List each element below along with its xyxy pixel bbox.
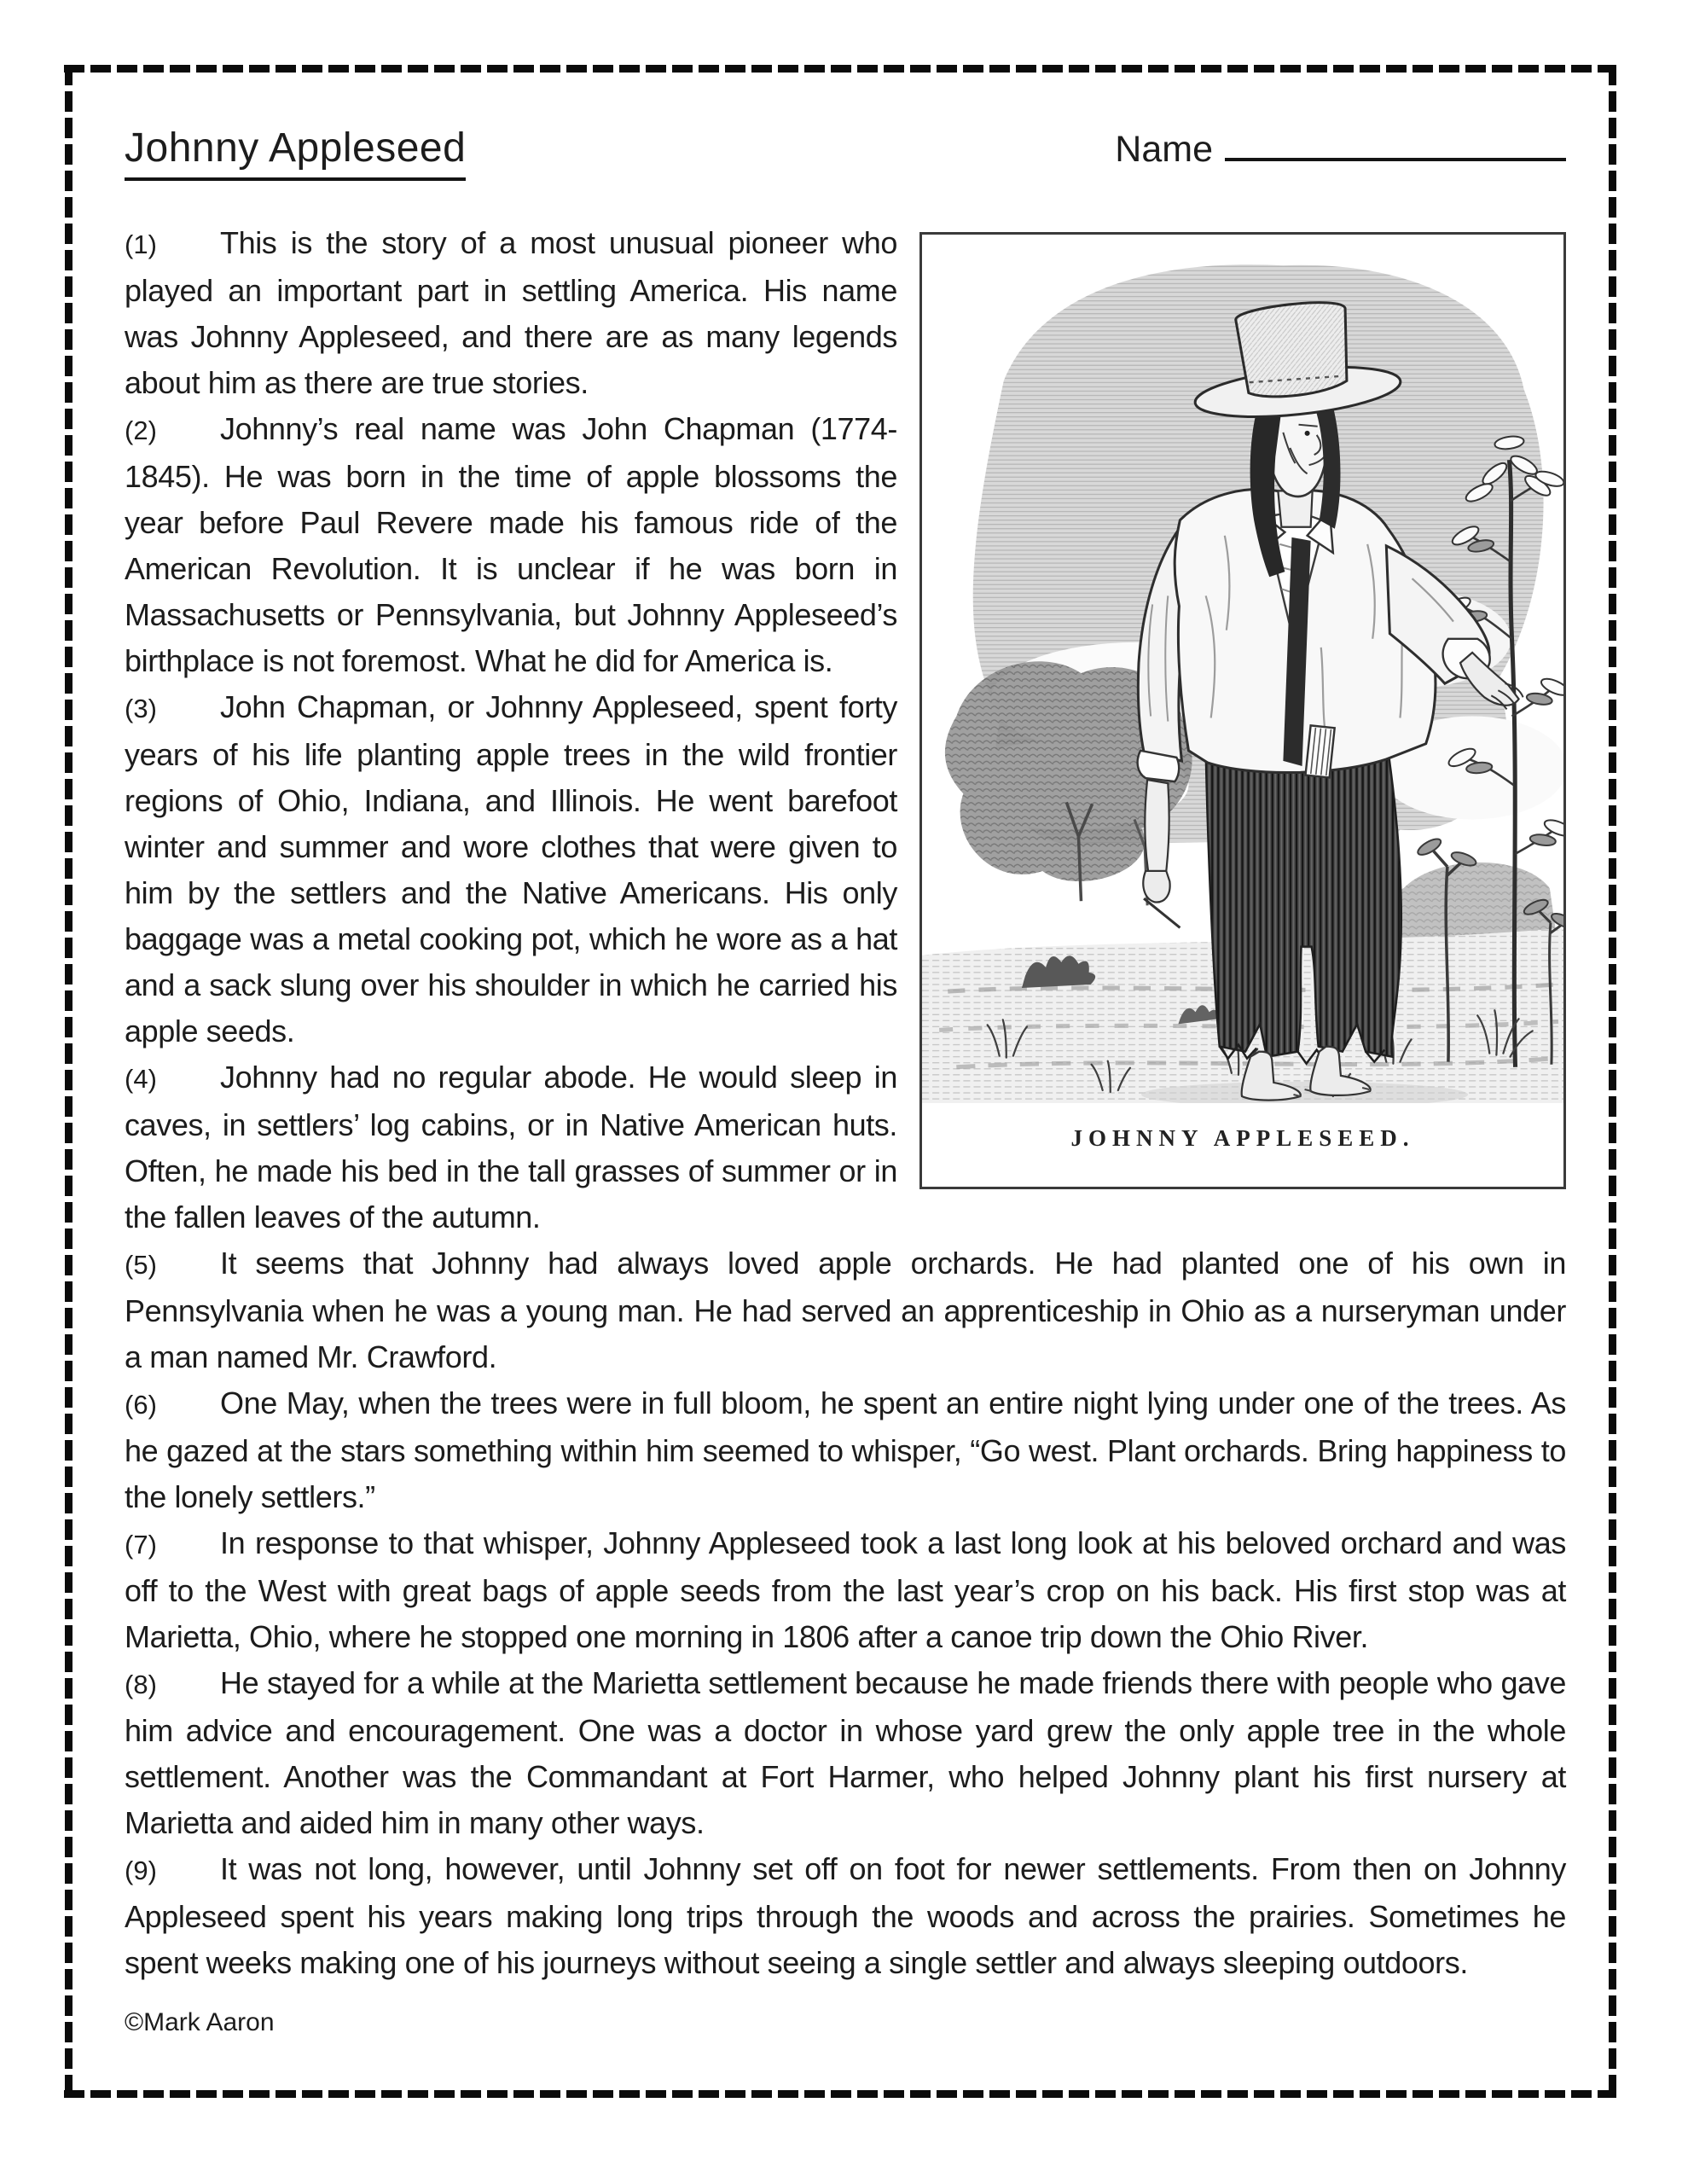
name-field xyxy=(1115,129,1566,171)
paragraph-9 xyxy=(125,1846,1566,1986)
paragraph-text: He stayed for a while at the Marietta settlement because he made friends there with people who gave him advice and encouragement. One was a doctor in whose yard grew the only apple tree in the whole settlement. Another was the Commandant at Fort Harmer, who helped Johnny plant his first nursery at Marietta and aided him in many other ways. xyxy=(125,1665,1566,1840)
engraving-illustration xyxy=(922,235,1563,1103)
decorative-border-right xyxy=(1609,65,1616,2098)
paragraph-text: One May, when the trees were in full bloom, he spent an entire night lying under one of the trees. As he gazed at the stars something within him seemed to whisper, “Go west. Plant orchards. Bring happiness to the lonely settlers.” xyxy=(125,1385,1566,1514)
page-content xyxy=(125,125,1566,2046)
paragraph-6 xyxy=(125,1380,1566,1520)
paragraph-text: Johnny’s real name was John Chapman (1774-1845). He was born in the time of apple blossoms the year before Paul Revere made his famous ride of the American Revolution. It is unclear if he was born in Massachusetts or Pennsylvania, but Johnny Appleseed’s birthplace is not foremost. What he did for America is. xyxy=(125,411,897,678)
paragraph-text: It seems that Johnny had always loved apple orchards. He had planted one of his own in Pennsylvania when he was a young man. He had served an apprenticeship in Ohio as a nurseryman under a man named Mr. Crawford. xyxy=(125,1246,1566,1374)
paragraph-text: John Chapman, or Johnny Appleseed, spent forty years of his life planting apple trees in the wild frontier regions of Ohio, Indiana, and Illinois. He went barefoot winter and summer and wore clothes that were given to him by the settlers and the Native Americans. His only baggage was a metal cooking pot, which he wore as a hat and a sack slung over his shoulder in which he carried his apple seeds. xyxy=(125,689,897,1048)
johnny-appleseed-figure xyxy=(919,232,1566,1189)
footer-credit: ©Mark Aaron xyxy=(125,2008,275,2036)
paragraph-5 xyxy=(125,1240,1566,1380)
reading-passage xyxy=(125,220,1566,2046)
decorative-border-top xyxy=(64,65,1616,73)
paragraph-8 xyxy=(125,1660,1566,1846)
paragraph-number: (2) xyxy=(125,415,157,445)
paragraph-text: Johnny had no regular abode. He would sleep in caves, in settlers’ log cabins, or in Native American huts. Often, he made his bed in the tall grasses of summer or in the fallen leaves of the autumn. xyxy=(125,1060,897,1234)
paragraph-text: In response to that whisper, Johnny Appleseed took a last long look at his beloved orchard and was off to the West with great bags of apple seeds from the last year’s crop on his back. His first stop was at Marietta, Ohio, where he stopped one morning in 1806 after a canoe trip down the Ohio River. xyxy=(125,1525,1566,1654)
paragraph-number: (7) xyxy=(125,1530,157,1560)
paragraph-number: (4) xyxy=(125,1064,157,1094)
paragraph-number: (1) xyxy=(125,229,157,259)
paragraph-text: It was not long, however, until Johnny set off on foot for newer settlements. From then on Johnny Appleseed spent his years making long trips through the woods and across the prairies. Sometimes he spent weeks making one of his journeys without seeing a single settler and always sleeping outdoors. xyxy=(125,1851,1566,1980)
paragraph-number: (9) xyxy=(125,1856,157,1885)
header xyxy=(125,125,1566,181)
name-label: Name xyxy=(1115,129,1213,170)
decorative-border-bottom xyxy=(64,2090,1616,2098)
decorative-border-left xyxy=(65,65,73,2098)
figure-caption: JOHNNY APPLESEED. xyxy=(1070,1125,1415,1152)
paragraph-number: (5) xyxy=(125,1250,157,1280)
paragraph-number: (6) xyxy=(125,1390,157,1420)
name-blank-line xyxy=(1225,155,1566,161)
paragraph-7 xyxy=(125,1520,1566,1660)
paragraph-number: (8) xyxy=(125,1670,157,1699)
paragraph-text: This is the story of a most unusual pioneer who played an important part in settling America. His name was Johnny Appleseed, and there are as many legends about him as there are true stories. xyxy=(125,225,897,400)
page-title: Johnny Appleseed xyxy=(125,125,466,181)
paragraph-number: (3) xyxy=(125,694,157,723)
